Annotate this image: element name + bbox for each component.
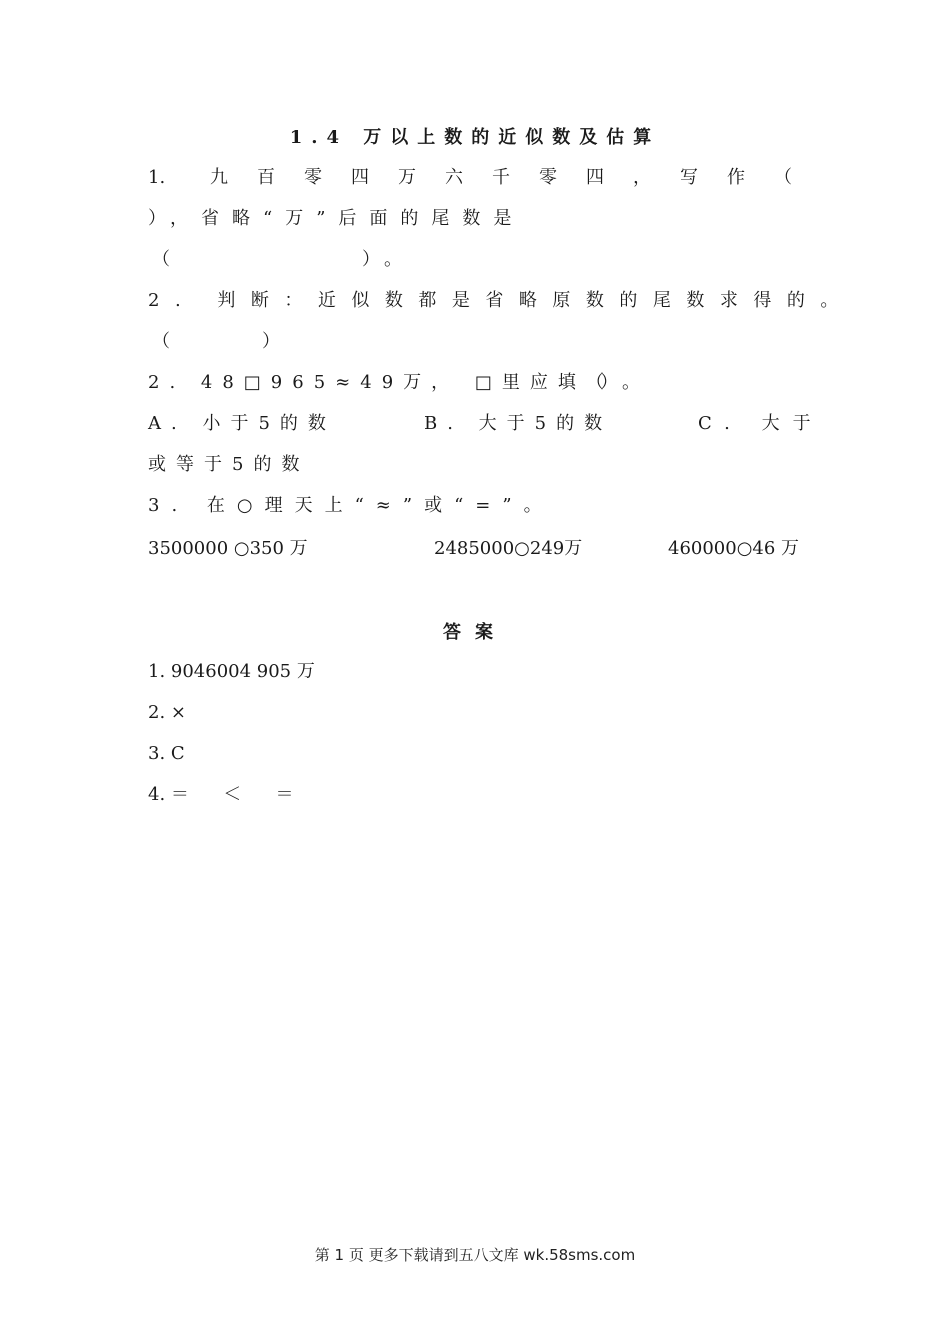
q2-judge-text: 2. 判断：近似数都是省略原数的尾数求得的。: [148, 290, 854, 311]
option-b: B. 大于5的数: [424, 413, 613, 434]
q1-paren-close: ）。: [362, 249, 415, 270]
answer-line-2: 2. ×: [148, 702, 186, 723]
page-title: 1.4 万以上数的近似数及估算: [289, 127, 661, 148]
q3-item-2: 2485000○249万: [434, 538, 583, 559]
q1-line1: 九百零四万六千零四，写作（: [210, 167, 821, 188]
q1-paren-open: （: [152, 249, 170, 270]
option-a: A. 小于5的数: [148, 413, 336, 434]
q2-fill-close: ）。: [600, 372, 653, 393]
page-footer: 第 1 页 更多下载请到五八文库 wk.58sms.com: [314, 1246, 636, 1264]
q3-item-3: 460000○46 万: [668, 538, 800, 559]
q1-line2: ），省略“万”后面的尾数是: [148, 208, 525, 229]
q1-number: 1.: [148, 167, 166, 188]
option-c: C. 大于: [698, 413, 824, 434]
answer-line-1: 1. 9046004 905 万: [148, 661, 315, 682]
q2-judge-paren-close: ）: [262, 331, 280, 352]
q3-text: 3. 在○理天上“≈”或“=”。: [148, 495, 554, 516]
q2-judge-paren-open: （: [152, 331, 170, 352]
q3-item-1: 3500000 ○350 万: [148, 538, 308, 559]
answer-line-3: 3. C: [148, 743, 185, 764]
answers-title: 答案: [443, 622, 507, 643]
q2-fill-text: 2. 48□965≈49万， □里应填（: [148, 372, 614, 393]
answer-line-4: 4. ＝ ＜ ＝: [148, 784, 294, 805]
option-c-continued: 或等于5的数: [148, 454, 310, 475]
